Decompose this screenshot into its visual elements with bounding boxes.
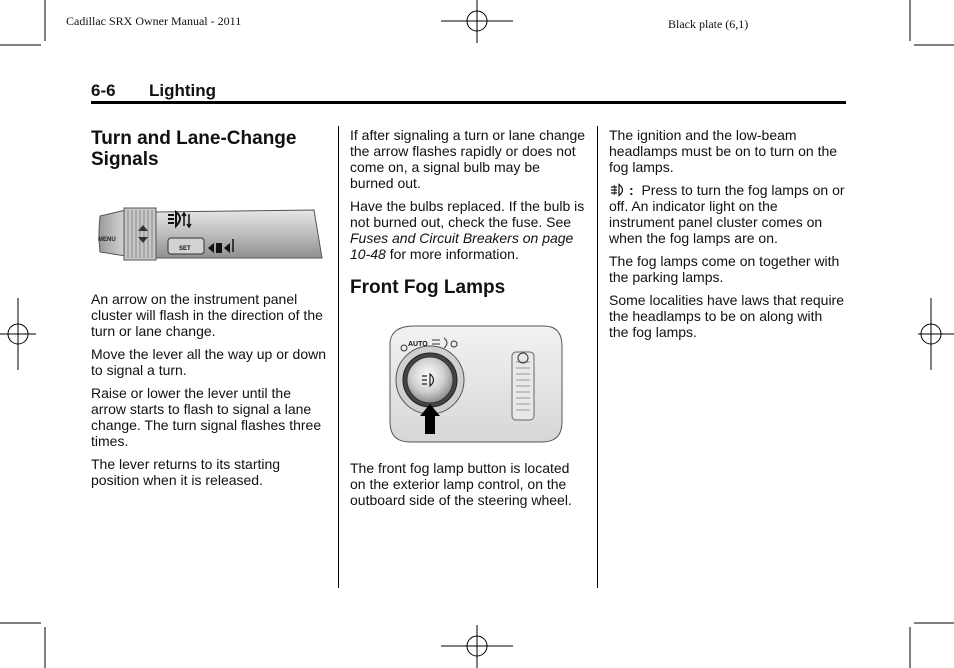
fog-para: The front fog lamp button is located on the exterior lamp control, on the outboard side of the steering wheel. [350,460,572,508]
fog-desc: Press to turn the fog lamps on or off. An indicator light on the instrument panel cluster comes on when the fog lamps are on. [609,182,845,246]
section-number: 6-6 [91,81,116,100]
section-header [91,81,216,101]
fog-heading-wrap [350,277,586,298]
turn-para-3: Raise or lower the lever until the arrow starts to flash to signal a lane change. The turn signal flashes three times. [91,385,322,449]
fog-lamps-body [350,460,586,515]
column-divider-1 [338,126,339,588]
menu-label: MENU [98,237,116,243]
fog-lamps-heading: Front Fog Lamps [350,277,506,298]
turn-para-2: Move the lever all the way up or down to signal a turn. [91,346,327,378]
auto-label: AUTO [408,341,428,348]
column-1 [91,128,327,170]
turn-para-1: An arrow on the instrument panel cluster will flash in the direction of the turn or lane change. [91,291,323,339]
column-2 [350,127,586,269]
col2-para-2 [350,198,586,262]
turn-signals-heading: Turn and Lane-Change Signals [91,128,297,170]
fog-symbol-colon: : [629,182,634,198]
col3-para-3: The fog lamps come on together with the parking lamps. [609,253,840,285]
col2-para-1: If after signaling a turn or lane change the arrow flashes rapidly or does not come on, a signal bulb may be burned out. [350,127,586,191]
header-rule [91,101,846,104]
turn-para-4: The lever returns to its starting position when it is released. [91,456,281,488]
col3-para-1: The ignition and the low-beam headlamps must be on to turn on the fog lamps. [609,127,838,175]
section-title: Lighting [149,81,217,100]
manual-title: Cadillac SRX Owner Manual - 2011 [66,14,242,28]
fuses-reference-link[interactable]: Fuses and Circuit Breakers on page 10-48 [350,230,574,262]
column-divider-2 [597,126,598,588]
col2-para-2-a: Have the bulbs replaced. If the bulb is not burned out, check the fuse. See [350,198,585,230]
exterior-lamp-control-illustration [374,322,566,446]
turn-signal-lever-illustration [96,204,324,266]
set-label: SET [179,246,191,252]
turn-signals-body [91,291,327,495]
col3-fog-button-desc [609,182,845,246]
plate-label: Black plate (6,1) [668,17,749,31]
column-3 [609,127,845,347]
fog-lamp-icon [609,183,629,197]
col2-para-2-b: for more information. [385,246,519,262]
col3-para-4: Some localities have laws that require the headlamps to be on along with the fog lamps. [609,292,845,340]
